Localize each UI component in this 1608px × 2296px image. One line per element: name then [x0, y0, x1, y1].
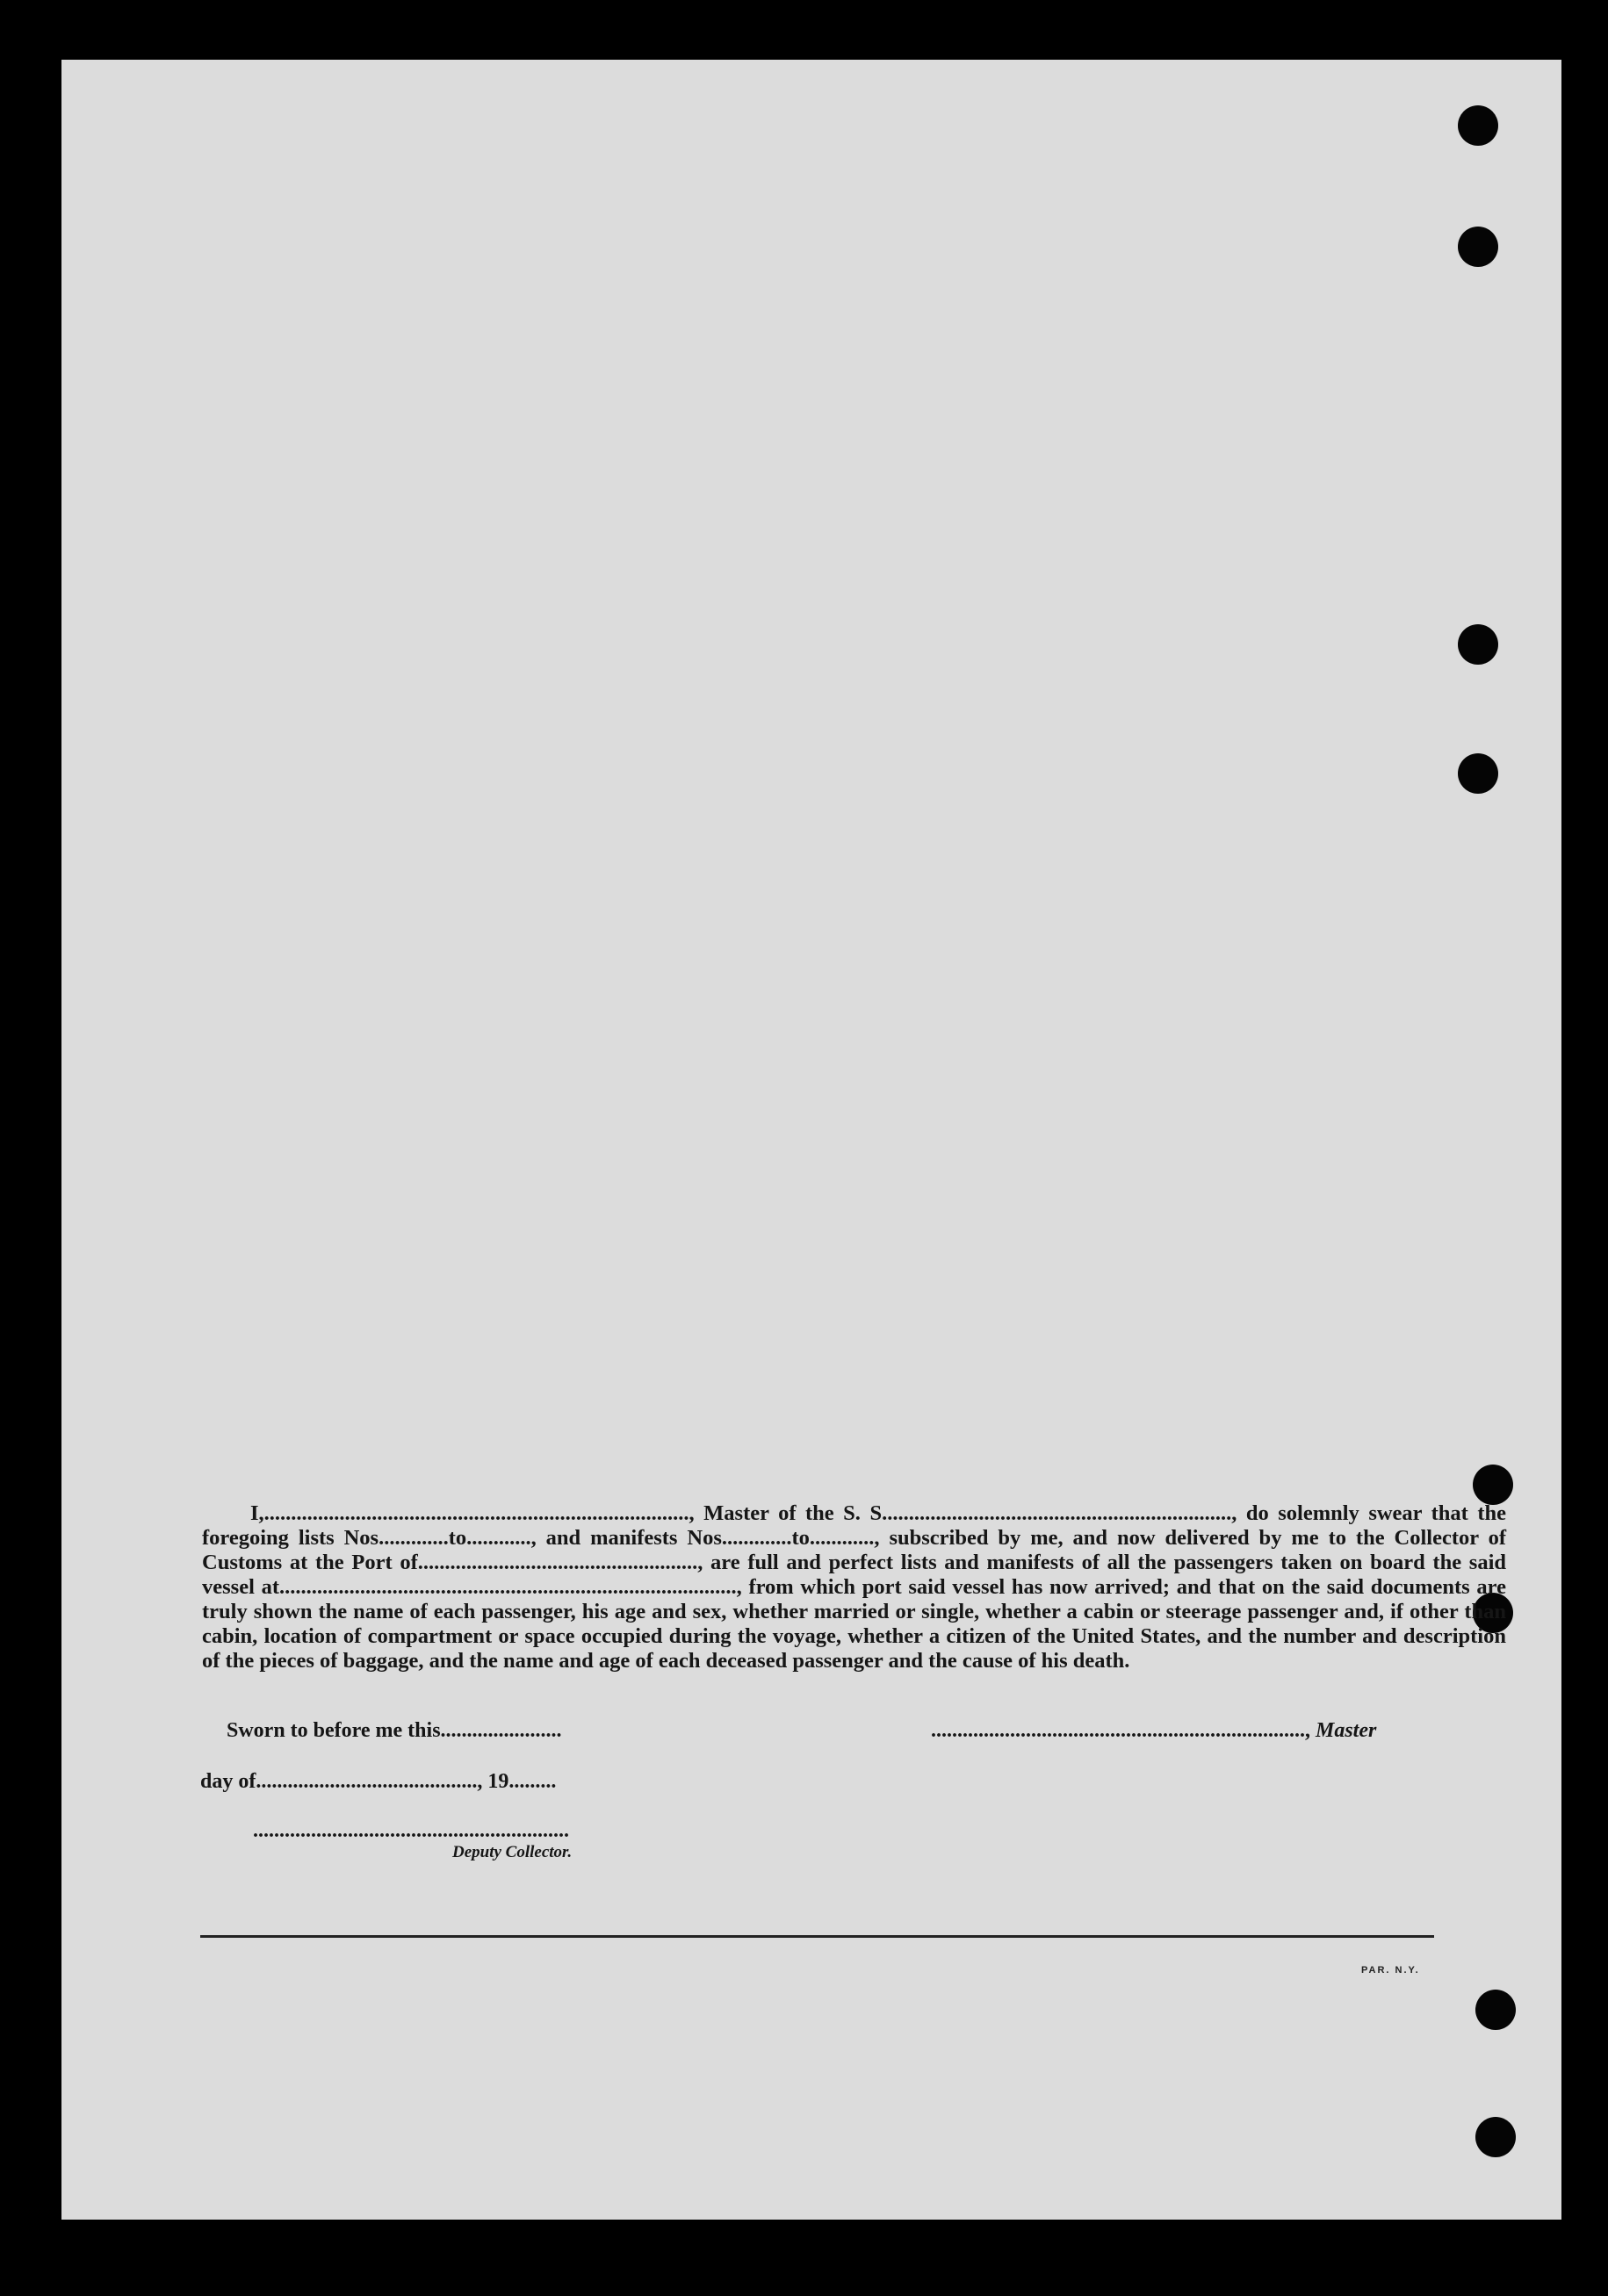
- punch-hole: [1458, 753, 1498, 794]
- printer-mark: PAR. N.Y.: [1361, 1965, 1420, 1976]
- oath-text: I,..............................................................................., Master of the S. S................................................................., do solemnly swear that the foregoing lists Nos.............to............, and manifests Nos.............to............, subscribed by me, and now delivered by me to the Collector of Customs at the Port of...................................................., are full and perfect lists and manifests of all the passengers taken on board the said vessel at....................................................................................., from which port said vessel has now arrived; and that on the said documents are truly shown the name of each passenger, his age and sex, whether married or single, whether a cabin or steerage passenger and, if other than cabin, location of compartment or space occupied during the voyage, whether a citizen of the United States, and the number and description of the pieces of baggage, and the name and age of each deceased passenger and the cause of his death.: [202, 1501, 1506, 1673]
- bottom-rule: [200, 1935, 1434, 1938]
- master-signature-line: [931, 1719, 1376, 1743]
- punch-hole: [1458, 227, 1498, 267]
- master-dots: .......................................................................,: [931, 1719, 1316, 1742]
- deputy-signature-line: ............................................................: [253, 1819, 569, 1842]
- punch-hole: [1458, 624, 1498, 665]
- oath-statement: [202, 1501, 1506, 1673]
- punch-hole: [1475, 1990, 1516, 2030]
- deputy-collector-label: Deputy Collector.: [452, 1843, 573, 1861]
- sworn-line: Sworn to before me this.......................: [227, 1719, 562, 1742]
- punch-hole: [1458, 105, 1498, 146]
- punch-hole: [1475, 2117, 1516, 2157]
- document-page: [61, 60, 1561, 2220]
- punch-hole: [1473, 1465, 1513, 1505]
- master-label: Master: [1316, 1719, 1377, 1742]
- day-line: day of.........................................., 19.........: [200, 1770, 557, 1793]
